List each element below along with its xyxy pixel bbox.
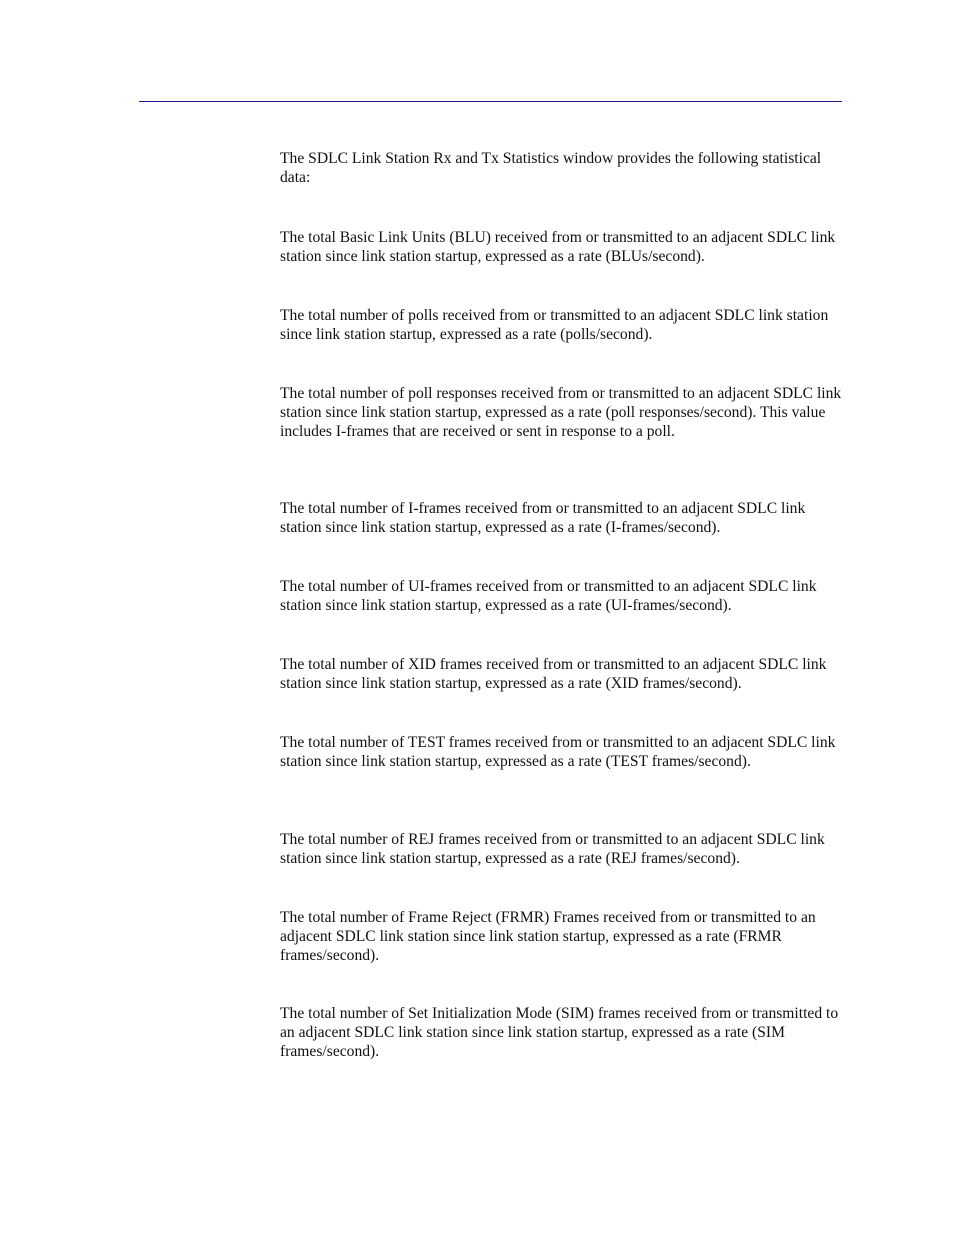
paragraph-poll-responses: The total number of poll responses received from or transmitted to an adjacent SDLC link station since link station startup, expressed as a rate (poll responses/second). This value includes I-frames that are received or sent in response to a poll. bbox=[280, 385, 842, 440]
intro-paragraph: The SDLC Link Station Rx and Tx Statistics window provides the following statistical data: bbox=[280, 150, 822, 186]
paragraph-polls: The total number of polls received from or transmitted to an adjacent SDLC link station since link station startup, expressed as a rate (polls/second). bbox=[280, 307, 829, 343]
paragraph-sim-frames: The total number of Set Initialization Mode (SIM) frames received from or transmitted to an adjacent SDLC link station since link station startup, expressed as a rate (SIM frames/second). bbox=[280, 1005, 839, 1060]
paragraph-blu: The total Basic Link Units (BLU) received from or transmitted to an adjacent SDLC link station since link station startup, expressed as a rate (BLUs/second). bbox=[280, 229, 836, 265]
paragraph-ui-frames: The total number of UI-frames received from or transmitted to an adjacent SDLC link station since link station startup, expressed as a rate (UI-frames/second). bbox=[280, 578, 817, 614]
paragraph-i-frames: The total number of I-frames received from or transmitted to an adjacent SDLC link station since link station startup, expressed as a rate (I-frames/second). bbox=[280, 500, 806, 536]
header-rule bbox=[139, 101, 842, 102]
paragraph-test-frames: The total number of TEST frames received from or transmitted to an adjacent SDLC link station since link station startup, expressed as a rate (TEST frames/second). bbox=[280, 734, 836, 770]
paragraph-xid-frames: The total number of XID frames received from or transmitted to an adjacent SDLC link station since link station startup, expressed as a rate (XID frames/second). bbox=[280, 656, 827, 692]
paragraph-frmr-frames: The total number of Frame Reject (FRMR) Frames received from or transmitted to an adjacent SDLC link station since link station startup, expressed as a rate (FRMR frames/second). bbox=[280, 909, 816, 964]
paragraph-rej-frames: The total number of REJ frames received from or transmitted to an adjacent SDLC link station since link station startup, expressed as a rate (REJ frames/second). bbox=[280, 831, 825, 867]
